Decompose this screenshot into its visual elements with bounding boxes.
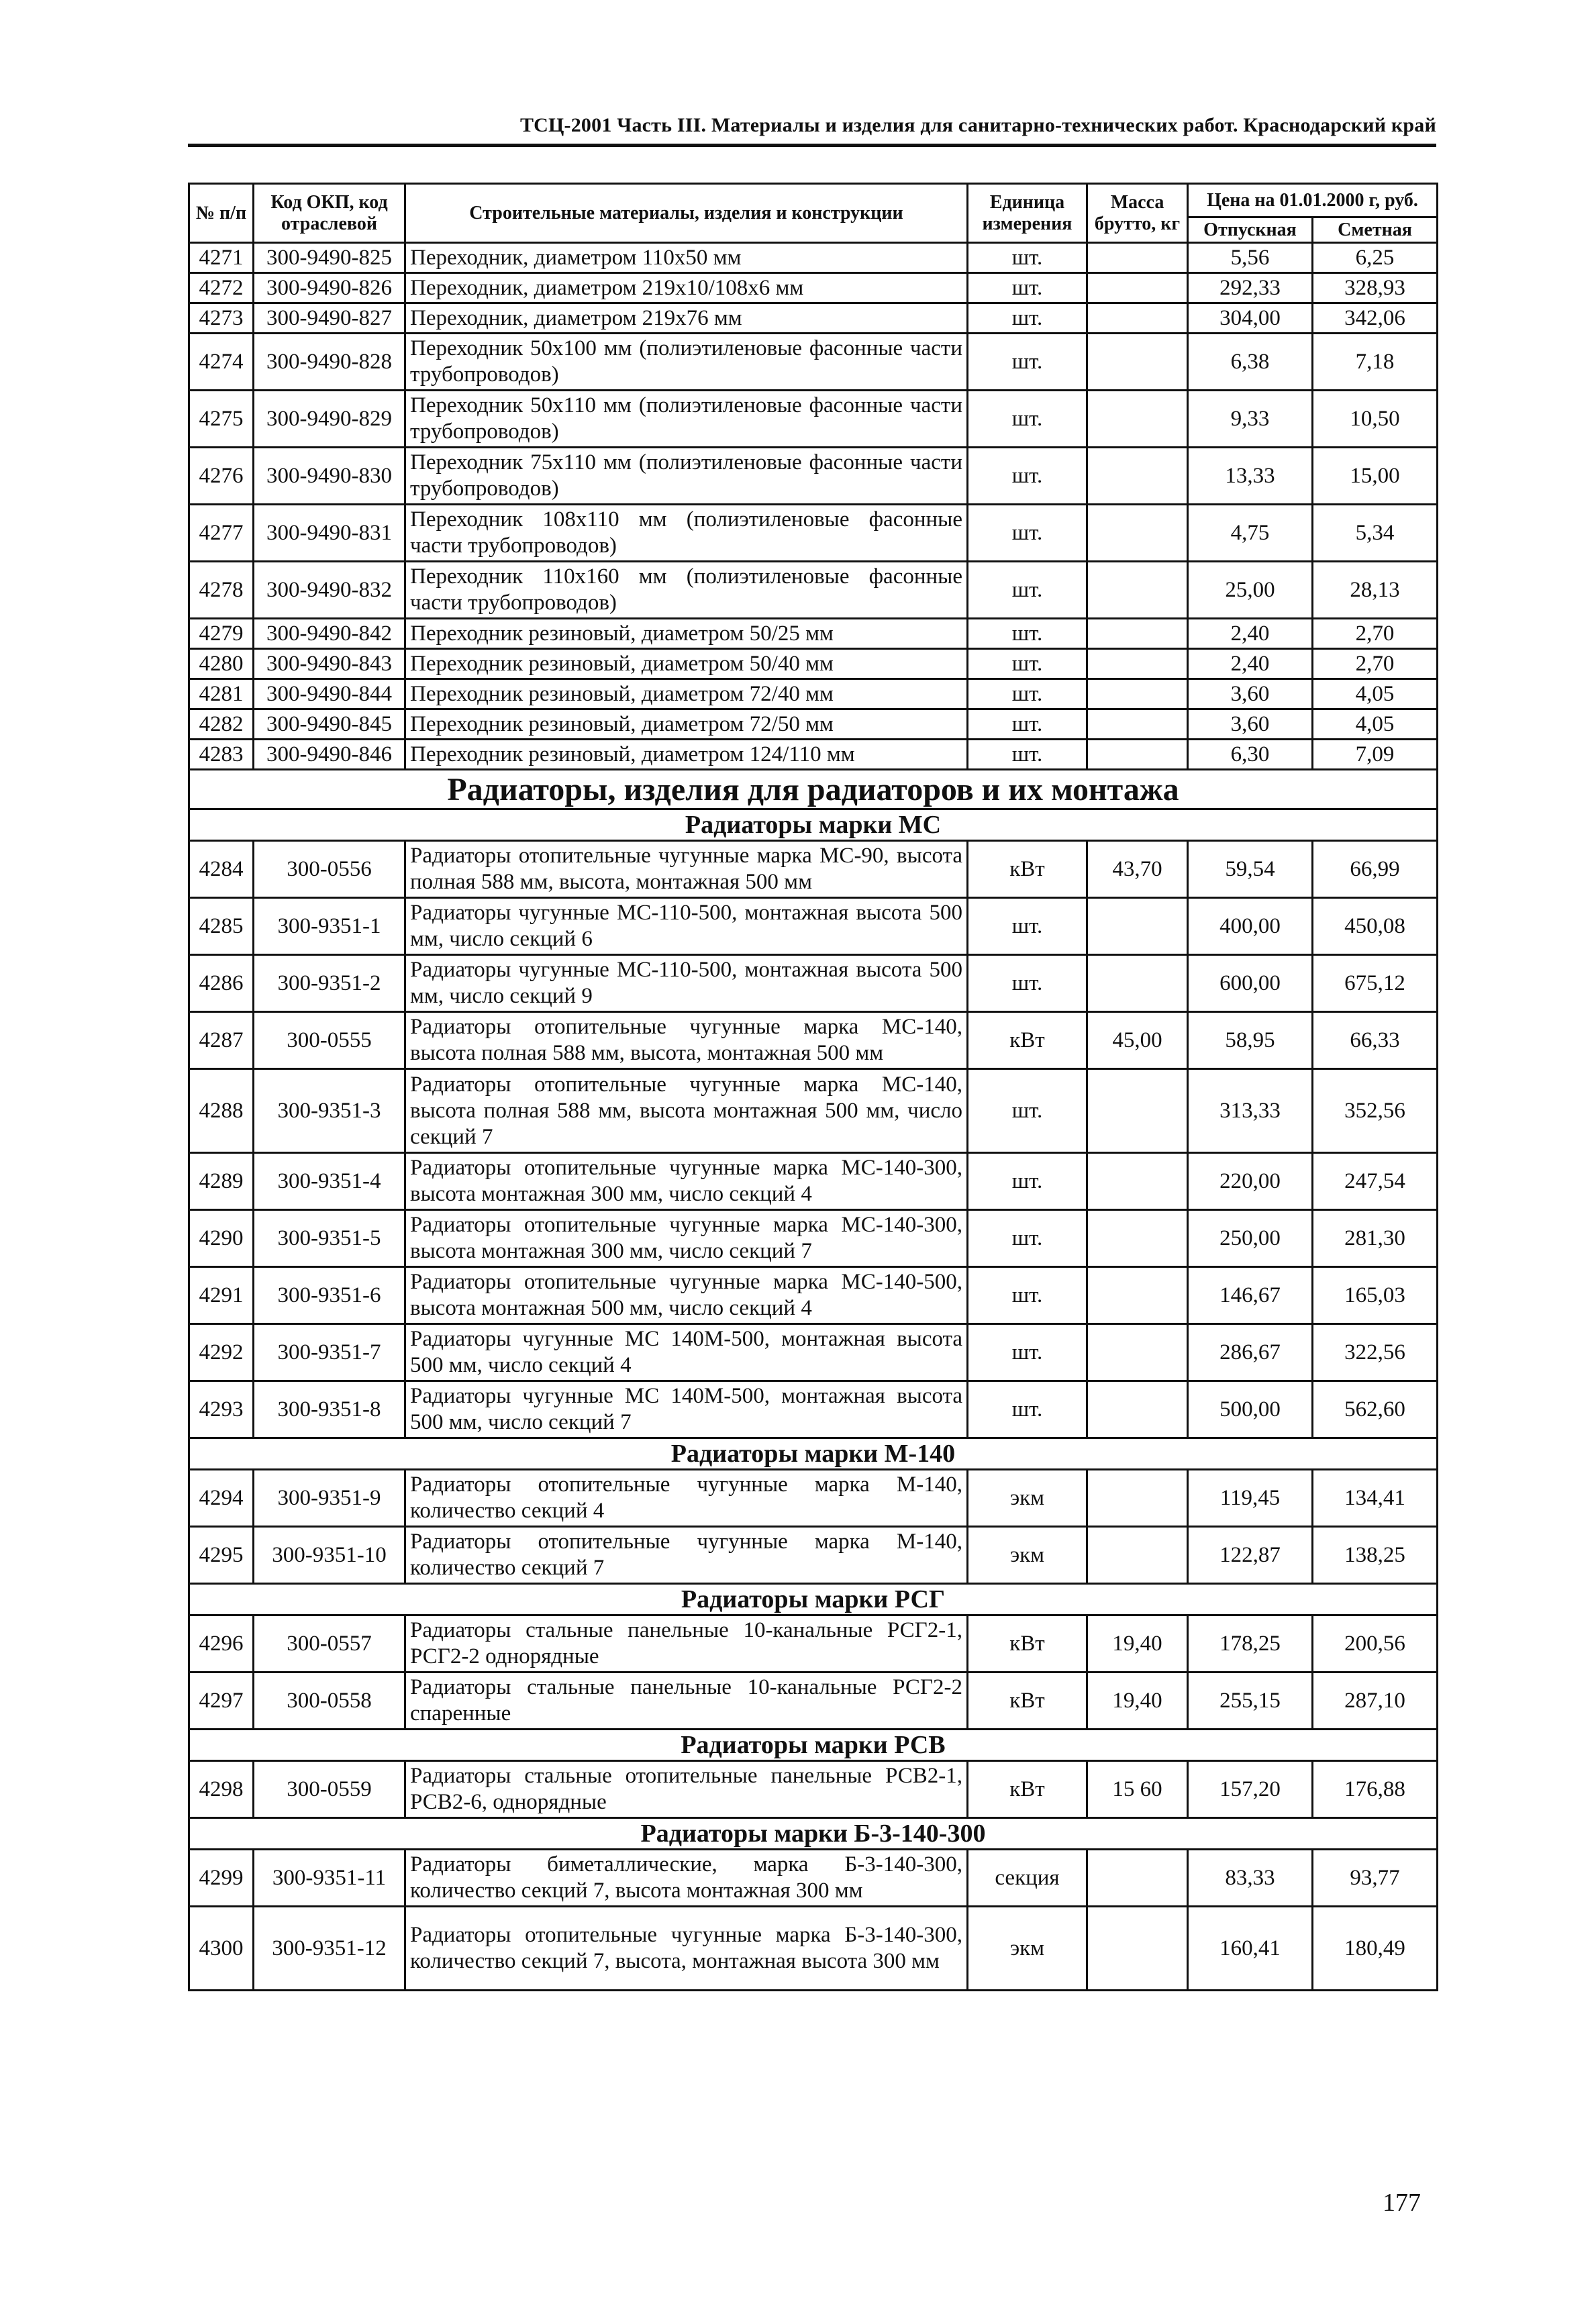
cell-price-sale: 5,56 (1188, 243, 1313, 273)
cell-unit: шт. (968, 1324, 1087, 1381)
cell-num: 4288 (189, 1069, 254, 1153)
cell-code: 300-9351-11 (254, 1850, 405, 1907)
cell-unit: шт. (968, 303, 1087, 334)
cell-price-sale: 3,60 (1188, 709, 1313, 740)
table-row (189, 243, 1438, 273)
cell-name: Переходник резиновый, диаметром 124/110 мм (405, 740, 968, 770)
cell-unit: шт. (968, 243, 1087, 273)
table-row (189, 1850, 1438, 1907)
cell-code: 300-9351-12 (254, 1907, 405, 1991)
subsection-heading-row (189, 1818, 1438, 1850)
cell-price-sale: 292,33 (1188, 273, 1313, 303)
cell-price-est: 200,56 (1313, 1615, 1438, 1672)
cell-name: Радиаторы отопительные чугунные марка МС-90, высота полная 588 мм, высота, монтажная 500 мм (405, 841, 968, 898)
cell-name: Радиаторы чугунные МС-110-500, монтажная высота 500 мм, число секций 6 (405, 898, 968, 955)
cell-code: 300-9351-10 (254, 1527, 405, 1584)
subsection-heading: Радиаторы марки Б-3-140-300 (189, 1818, 1438, 1850)
cell-price-est: 5,34 (1313, 505, 1438, 562)
cell-price-sale: 119,45 (1188, 1470, 1313, 1527)
cell-unit: шт. (968, 562, 1087, 619)
cell-price-sale: 122,87 (1188, 1527, 1313, 1584)
cell-price-sale: 83,33 (1188, 1850, 1313, 1907)
table-body (189, 243, 1438, 1991)
cell-num: 4296 (189, 1615, 254, 1672)
cell-num: 4300 (189, 1907, 254, 1991)
cell-code: 300-9351-3 (254, 1069, 405, 1153)
cell-mass (1087, 649, 1188, 679)
col-price-sale-header: Отпускная (1188, 217, 1313, 243)
cell-unit: шт. (968, 334, 1087, 391)
cell-price-sale: 2,40 (1188, 649, 1313, 679)
cell-code: 300-0557 (254, 1615, 405, 1672)
cell-price-est: 180,49 (1313, 1907, 1438, 1991)
cell-unit: кВт (968, 1615, 1087, 1672)
cell-mass (1087, 1153, 1188, 1210)
price-table-container (188, 183, 1436, 1991)
page-header: ТСЦ-2001 Часть III. Материалы и изделия для санитарно-технических работ. Краснодарский край (519, 114, 1436, 136)
cell-price-sale: 4,75 (1188, 505, 1313, 562)
cell-code: 300-9351-2 (254, 955, 405, 1012)
cell-code: 300-9490-846 (254, 740, 405, 770)
cell-price-est: 7,18 (1313, 334, 1438, 391)
cell-unit: кВт (968, 841, 1087, 898)
cell-mass (1087, 505, 1188, 562)
cell-num: 4281 (189, 679, 254, 709)
cell-num: 4289 (189, 1153, 254, 1210)
table-row (189, 649, 1438, 679)
cell-num: 4283 (189, 740, 254, 770)
cell-code: 300-9351-8 (254, 1381, 405, 1438)
cell-unit: шт. (968, 898, 1087, 955)
cell-name: Переходник, диаметром 219х10/108х6 мм (405, 273, 968, 303)
cell-mass: 19,40 (1087, 1615, 1188, 1672)
cell-num: 4292 (189, 1324, 254, 1381)
cell-unit: шт. (968, 679, 1087, 709)
cell-mass (1087, 955, 1188, 1012)
cell-mass (1087, 1850, 1188, 1907)
cell-num: 4295 (189, 1527, 254, 1584)
cell-name: Радиаторы отопительные чугунные марка МС-140-300, высота монтажная 300 мм, число секций 4 (405, 1153, 968, 1210)
cell-price-sale: 2,40 (1188, 619, 1313, 649)
cell-name: Радиаторы отопительные чугунные марка М-140, количество секций 4 (405, 1470, 968, 1527)
cell-unit: шт. (968, 1381, 1087, 1438)
cell-price-est: 352,56 (1313, 1069, 1438, 1153)
cell-price-est: 4,05 (1313, 679, 1438, 709)
cell-name: Переходник 110х160 мм (полиэтиленовые фасонные части трубопроводов) (405, 562, 968, 619)
cell-price-est: 450,08 (1313, 898, 1438, 955)
cell-mass (1087, 898, 1188, 955)
cell-unit: экм (968, 1470, 1087, 1527)
cell-mass (1087, 619, 1188, 649)
cell-code: 300-9490-825 (254, 243, 405, 273)
table-row (189, 1069, 1438, 1153)
cell-name: Переходник, диаметром 110х50 мм (405, 243, 968, 273)
cell-code: 300-9490-845 (254, 709, 405, 740)
cell-price-est: 247,54 (1313, 1153, 1438, 1210)
cell-name: Радиаторы чугунные МС 140М-500, монтажная высота 500 мм, число секций 7 (405, 1381, 968, 1438)
col-num-header: № п/п (189, 184, 254, 243)
cell-code: 300-9490-843 (254, 649, 405, 679)
cell-name: Переходник резиновый, диаметром 50/40 мм (405, 649, 968, 679)
cell-code: 300-0558 (254, 1672, 405, 1730)
cell-num: 4280 (189, 649, 254, 679)
cell-num: 4297 (189, 1672, 254, 1730)
cell-code: 300-9490-827 (254, 303, 405, 334)
cell-code: 300-9351-6 (254, 1267, 405, 1324)
col-price-est-header: Сметная (1313, 217, 1438, 243)
cell-name: Радиаторы отопительные чугунные марка МС-140, высота полная 588 мм, высота монтажная 500 мм, число секций 7 (405, 1069, 968, 1153)
cell-price-sale: 58,95 (1188, 1012, 1313, 1069)
col-price-header: Цена на 01.01.2000 г, руб. (1188, 184, 1438, 217)
table-row (189, 1381, 1438, 1438)
cell-price-est: 328,93 (1313, 273, 1438, 303)
cell-num: 4278 (189, 562, 254, 619)
cell-name: Радиаторы отопительные чугунные марка М-140, количество секций 7 (405, 1527, 968, 1584)
subsection-heading: Радиаторы марки РСВ (189, 1730, 1438, 1761)
cell-mass (1087, 679, 1188, 709)
cell-code: 300-9490-826 (254, 273, 405, 303)
cell-mass (1087, 740, 1188, 770)
cell-code: 300-9351-7 (254, 1324, 405, 1381)
table-row (189, 562, 1438, 619)
cell-price-est: 93,77 (1313, 1850, 1438, 1907)
cell-mass (1087, 1267, 1188, 1324)
cell-unit: экм (968, 1527, 1087, 1584)
subsection-heading-row (189, 1438, 1438, 1470)
cell-num: 4272 (189, 273, 254, 303)
cell-code: 300-0556 (254, 841, 405, 898)
cell-price-sale: 313,33 (1188, 1069, 1313, 1153)
cell-name: Переходник, диаметром 219х76 мм (405, 303, 968, 334)
cell-price-sale: 160,41 (1188, 1907, 1313, 1991)
subsection-heading-row (189, 1584, 1438, 1615)
cell-num: 4284 (189, 841, 254, 898)
cell-name: Радиаторы стальные панельные 10-канальные РСГ2-1, РСГ2-2 однорядные (405, 1615, 968, 1672)
subsection-heading: Радиаторы марки РСГ (189, 1584, 1438, 1615)
col-name-header: Строительные материалы, изделия и конструкции (405, 184, 968, 243)
cell-price-est: 10,50 (1313, 391, 1438, 448)
cell-unit: шт. (968, 505, 1087, 562)
cell-name: Радиаторы отопительные чугунные марка Б-3-140-300, количество секций 7, высота, монтажная высота 300 мм (405, 1907, 968, 1991)
page-number: 177 (1383, 2189, 1421, 2217)
cell-mass: 19,40 (1087, 1672, 1188, 1730)
cell-num: 4273 (189, 303, 254, 334)
cell-unit: шт. (968, 1153, 1087, 1210)
table-row (189, 1527, 1438, 1584)
cell-price-sale: 600,00 (1188, 955, 1313, 1012)
cell-name: Переходник 108х110 мм (полиэтиленовые фасонные части трубопроводов) (405, 505, 968, 562)
cell-num: 4276 (189, 448, 254, 505)
cell-price-sale: 286,67 (1188, 1324, 1313, 1381)
cell-price-sale: 13,33 (1188, 448, 1313, 505)
cell-price-sale: 9,33 (1188, 391, 1313, 448)
cell-name: Радиаторы биметаллические, марка Б-3-140-300, количество секций 7, высота монтажная 300 мм (405, 1850, 968, 1907)
cell-price-est: 138,25 (1313, 1527, 1438, 1584)
cell-price-sale: 250,00 (1188, 1210, 1313, 1267)
header-rule (188, 144, 1436, 147)
cell-num: 4285 (189, 898, 254, 955)
table-row (189, 898, 1438, 955)
cell-price-sale: 6,38 (1188, 334, 1313, 391)
cell-code: 300-9490-829 (254, 391, 405, 448)
cell-code: 300-9490-828 (254, 334, 405, 391)
cell-unit: шт. (968, 619, 1087, 649)
cell-price-est: 281,30 (1313, 1210, 1438, 1267)
table-row (189, 1012, 1438, 1069)
cell-name: Радиаторы отопительные чугунные марка МС-140-300, высота монтажная 300 мм, число секций 7 (405, 1210, 968, 1267)
cell-unit: шт. (968, 391, 1087, 448)
cell-mass (1087, 1381, 1188, 1438)
subsection-heading: Радиаторы марки М-140 (189, 1438, 1438, 1470)
cell-price-sale: 157,20 (1188, 1761, 1313, 1818)
cell-unit: шт. (968, 273, 1087, 303)
cell-num: 4287 (189, 1012, 254, 1069)
cell-code: 300-9351-4 (254, 1153, 405, 1210)
cell-price-sale: 304,00 (1188, 303, 1313, 334)
cell-unit: шт. (968, 1069, 1087, 1153)
cell-unit: шт. (968, 740, 1087, 770)
section-heading: Радиаторы, изделия для радиаторов и их монтажа (189, 770, 1438, 809)
cell-unit: шт. (968, 448, 1087, 505)
cell-num: 4275 (189, 391, 254, 448)
table-row (189, 505, 1438, 562)
cell-price-est: 66,99 (1313, 841, 1438, 898)
cell-mass (1087, 1324, 1188, 1381)
table-row (189, 679, 1438, 709)
cell-mass (1087, 303, 1188, 334)
subsection-heading-row (189, 1730, 1438, 1761)
col-unit-header: Единица измерения (968, 184, 1087, 243)
cell-price-est: 2,70 (1313, 619, 1438, 649)
cell-name: Радиаторы стальные отопительные панельные РСВ2-1, РСВ2-6, однорядные (405, 1761, 968, 1818)
table-row (189, 1672, 1438, 1730)
cell-price-est: 675,12 (1313, 955, 1438, 1012)
cell-num: 4286 (189, 955, 254, 1012)
cell-mass (1087, 562, 1188, 619)
cell-price-est: 2,70 (1313, 649, 1438, 679)
cell-num: 4299 (189, 1850, 254, 1907)
cell-mass (1087, 334, 1188, 391)
table-row (189, 1615, 1438, 1672)
table-row (189, 1761, 1438, 1818)
cell-price-sale: 146,67 (1188, 1267, 1313, 1324)
cell-mass: 43,70 (1087, 841, 1188, 898)
cell-price-sale: 220,00 (1188, 1153, 1313, 1210)
table-row (189, 1153, 1438, 1210)
table-row (189, 955, 1438, 1012)
cell-unit: шт. (968, 955, 1087, 1012)
cell-code: 300-9351-5 (254, 1210, 405, 1267)
cell-unit: экм (968, 1907, 1087, 1991)
cell-name: Радиаторы отопительные чугунные марка МС-140-500, высота монтажная 500 мм, число секций 4 (405, 1267, 968, 1324)
cell-unit: кВт (968, 1761, 1087, 1818)
cell-unit: кВт (968, 1012, 1087, 1069)
cell-name: Переходник 50х110 мм (полиэтиленовые фасонные части трубопроводов) (405, 391, 968, 448)
cell-price-est: 66,33 (1313, 1012, 1438, 1069)
cell-price-est: 176,88 (1313, 1761, 1438, 1818)
cell-name: Радиаторы чугунные МС-110-500, монтажная высота 500 мм, число секций 9 (405, 955, 968, 1012)
cell-num: 4293 (189, 1381, 254, 1438)
cell-price-est: 287,10 (1313, 1672, 1438, 1730)
cell-price-est: 165,03 (1313, 1267, 1438, 1324)
price-table (188, 183, 1438, 1991)
cell-price-sale: 500,00 (1188, 1381, 1313, 1438)
cell-num: 4279 (189, 619, 254, 649)
cell-mass (1087, 1527, 1188, 1584)
cell-name: Переходник резиновый, диаметром 72/40 мм (405, 679, 968, 709)
table-row (189, 740, 1438, 770)
col-mass-header: Масса брутто, кг (1087, 184, 1188, 243)
table-row (189, 391, 1438, 448)
table-row (189, 334, 1438, 391)
cell-price-sale: 3,60 (1188, 679, 1313, 709)
cell-num: 4274 (189, 334, 254, 391)
cell-unit: шт. (968, 1267, 1087, 1324)
cell-code: 300-9490-831 (254, 505, 405, 562)
table-row (189, 448, 1438, 505)
cell-unit: шт. (968, 649, 1087, 679)
cell-name: Переходник 50х100 мм (полиэтиленовые фасонные части трубопроводов) (405, 334, 968, 391)
cell-price-est: 342,06 (1313, 303, 1438, 334)
cell-mass: 15 60 (1087, 1761, 1188, 1818)
cell-code: 300-9490-844 (254, 679, 405, 709)
cell-num: 4294 (189, 1470, 254, 1527)
cell-code: 300-9351-9 (254, 1470, 405, 1527)
cell-num: 4291 (189, 1267, 254, 1324)
cell-code: 300-9490-842 (254, 619, 405, 649)
table-row (189, 303, 1438, 334)
cell-price-sale: 6,30 (1188, 740, 1313, 770)
cell-mass (1087, 1069, 1188, 1153)
cell-price-est: 322,56 (1313, 1324, 1438, 1381)
cell-name: Переходник 75х110 мм (полиэтиленовые фасонные части трубопроводов) (405, 448, 968, 505)
cell-unit: шт. (968, 1210, 1087, 1267)
cell-mass (1087, 709, 1188, 740)
cell-price-est: 134,41 (1313, 1470, 1438, 1527)
cell-code: 300-9490-830 (254, 448, 405, 505)
cell-price-est: 28,13 (1313, 562, 1438, 619)
cell-name: Радиаторы стальные панельные 10-канальные РСГ2-2 спаренные (405, 1672, 968, 1730)
cell-num: 4282 (189, 709, 254, 740)
section-heading-row (189, 770, 1438, 809)
cell-mass (1087, 273, 1188, 303)
table-row (189, 619, 1438, 649)
cell-code: 300-9490-832 (254, 562, 405, 619)
cell-unit: кВт (968, 1672, 1087, 1730)
table-row (189, 1267, 1438, 1324)
cell-mass (1087, 391, 1188, 448)
cell-price-sale: 25,00 (1188, 562, 1313, 619)
cell-num: 4298 (189, 1761, 254, 1818)
cell-mass (1087, 243, 1188, 273)
table-row (189, 273, 1438, 303)
cell-mass (1087, 1470, 1188, 1527)
cell-num: 4290 (189, 1210, 254, 1267)
subsection-heading: Радиаторы марки МС (189, 809, 1438, 841)
cell-code: 300-0559 (254, 1761, 405, 1818)
cell-name: Радиаторы чугунные МС 140М-500, монтажная высота 500 мм, число секций 4 (405, 1324, 968, 1381)
cell-name: Переходник резиновый, диаметром 50/25 мм (405, 619, 968, 649)
cell-price-est: 7,09 (1313, 740, 1438, 770)
cell-mass (1087, 1907, 1188, 1991)
cell-mass (1087, 1210, 1188, 1267)
subsection-heading-row (189, 809, 1438, 841)
cell-code: 300-9351-1 (254, 898, 405, 955)
cell-price-sale: 59,54 (1188, 841, 1313, 898)
cell-code: 300-0555 (254, 1012, 405, 1069)
cell-name: Радиаторы отопительные чугунные марка МС-140, высота полная 588 мм, высота, монтажная 500 мм (405, 1012, 968, 1069)
table-row (189, 1324, 1438, 1381)
cell-price-sale: 178,25 (1188, 1615, 1313, 1672)
col-code-header: Код ОКП, код отраслевой (254, 184, 405, 243)
cell-mass (1087, 448, 1188, 505)
cell-price-est: 562,60 (1313, 1381, 1438, 1438)
cell-unit: шт. (968, 709, 1087, 740)
cell-price-est: 6,25 (1313, 243, 1438, 273)
cell-unit: секция (968, 1850, 1087, 1907)
table-row (189, 1907, 1438, 1991)
cell-price-sale: 255,15 (1188, 1672, 1313, 1730)
cell-price-sale: 400,00 (1188, 898, 1313, 955)
cell-name: Переходник резиновый, диаметром 72/50 мм (405, 709, 968, 740)
table-row (189, 841, 1438, 898)
table-row (189, 709, 1438, 740)
cell-mass: 45,00 (1087, 1012, 1188, 1069)
cell-num: 4277 (189, 505, 254, 562)
table-row (189, 1470, 1438, 1527)
cell-price-est: 15,00 (1313, 448, 1438, 505)
table-row (189, 1210, 1438, 1267)
cell-num: 4271 (189, 243, 254, 273)
cell-price-est: 4,05 (1313, 709, 1438, 740)
